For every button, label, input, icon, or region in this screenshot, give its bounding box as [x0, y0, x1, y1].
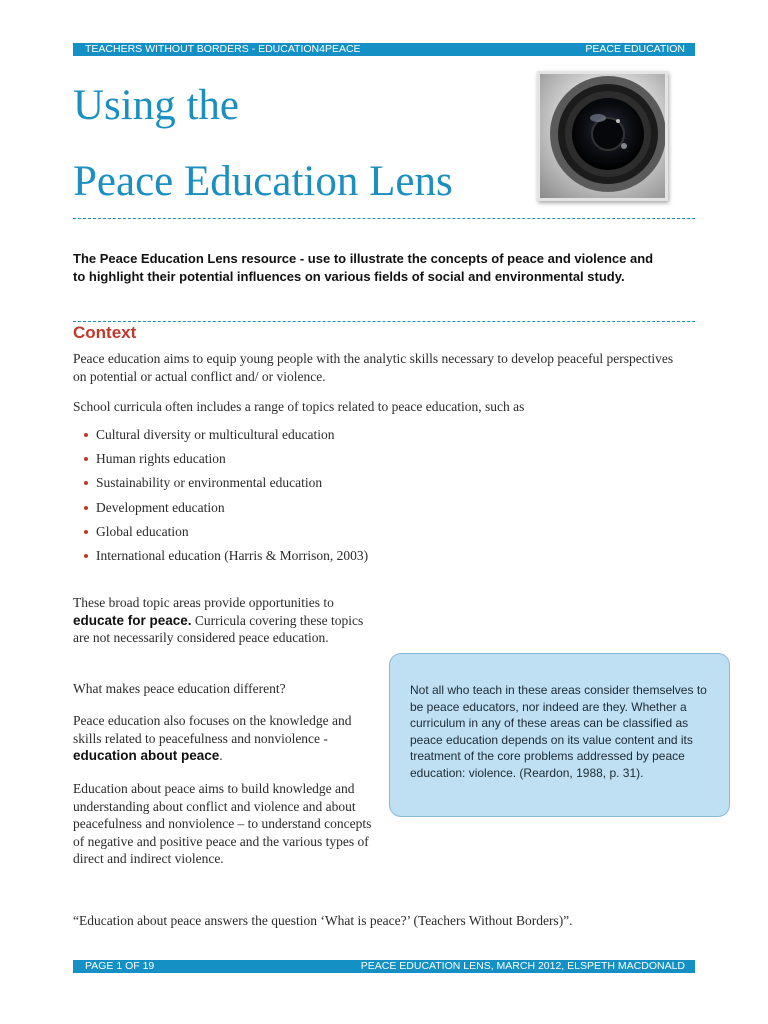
callout-text: Not all who teach in these areas consider themselves to be peace educators, nor indeed are they. Whether a curriculum in any of these areas can be classified as peace education depends on its value content and its treatment of the core problems addressed by peace education: violence. (Reardon, 1988, p. 31).	[410, 683, 707, 780]
bullet-icon	[84, 457, 88, 461]
title-line-2: Peace Education Lens	[73, 158, 453, 205]
reardon-quote-callout	[389, 653, 730, 817]
page-number: PAGE 1 OF 19	[85, 960, 155, 972]
footer-bar	[73, 960, 695, 973]
context-paragraph-1: Peace education aims to equip young people with the analytic skills necessary to develop peaceful perspectives on potential or actual conflict and/ or violence.	[73, 351, 674, 384]
header-bar	[73, 43, 695, 56]
intro-lead: The Peace Education Lens resource	[73, 251, 297, 266]
list-item	[78, 547, 368, 571]
context-paragraph-5	[73, 712, 373, 765]
list-item-text: Global education	[96, 523, 189, 539]
camera-lens-photo	[537, 71, 668, 201]
list-item-text: Human rights education	[96, 451, 226, 467]
p3-text-before: These broad topic areas provide opportunities to	[73, 595, 334, 610]
p5-text-before: Peace education also focuses on the knowledge and skills related to peacefulness and nonviolence -	[73, 713, 352, 746]
bullet-icon	[84, 506, 88, 510]
header-org: TEACHERS WITHOUT BORDERS - EDUCATION4PEACE	[85, 43, 361, 55]
context-paragraph-2: School curricula often includes a range of topics related to peace education, such as	[73, 399, 525, 414]
bullet-icon	[84, 554, 88, 558]
context-paragraph-3	[73, 594, 373, 647]
list-item	[78, 474, 368, 498]
p3-emphasis: educate for peace.	[73, 612, 192, 628]
list-item	[78, 450, 368, 474]
header-section: PEACE EDUCATION	[585, 43, 685, 55]
closing-quote: “Education about peace answers the question ‘What is peace?’ (Teachers Without Borders)”.	[73, 913, 573, 928]
bullet-icon	[84, 481, 88, 485]
topic-list	[78, 426, 368, 571]
title-line-1: Using the	[73, 82, 240, 129]
section-heading-context: Context	[73, 323, 137, 342]
context-paragraph-6: Education about peace aims to build knowledge and understanding about conflict and violence and about peacefulness and nonviolence – to understand concepts of negative and positive peace and the various types of direct and indirect violence.	[73, 781, 372, 866]
list-item	[78, 523, 368, 547]
bullet-icon	[84, 530, 88, 534]
divider	[73, 218, 695, 219]
list-item-text: International education (Harris & Morrison, 2003)	[96, 547, 369, 563]
bullet-icon	[84, 433, 88, 437]
p3-text-after: Curricula covering these topics are not necessarily considered peace education.	[73, 612, 364, 645]
intro-rest: - use to illustrate the concepts of peace and violence and to highlight their potential influences on various fields of social and environmental study.	[73, 251, 654, 284]
list-item	[78, 499, 368, 523]
list-item	[78, 426, 368, 450]
list-item-text: Development education	[96, 499, 225, 515]
camera-lens-icon	[540, 74, 665, 198]
divider	[73, 321, 695, 322]
page-title	[73, 68, 453, 220]
list-item-text: Sustainability or environmental education	[96, 475, 323, 491]
footer-credit: PEACE EDUCATION LENS, MARCH 2012, ELSPETH MACDONALD	[360, 960, 685, 972]
p5-emphasis: education about peace	[73, 748, 220, 763]
list-item-text: Cultural diversity or multicultural education	[96, 427, 335, 442]
intro-summary	[73, 250, 663, 286]
context-paragraph-4: What makes peace education different?	[73, 681, 286, 696]
p5-text-after: .	[219, 748, 223, 763]
